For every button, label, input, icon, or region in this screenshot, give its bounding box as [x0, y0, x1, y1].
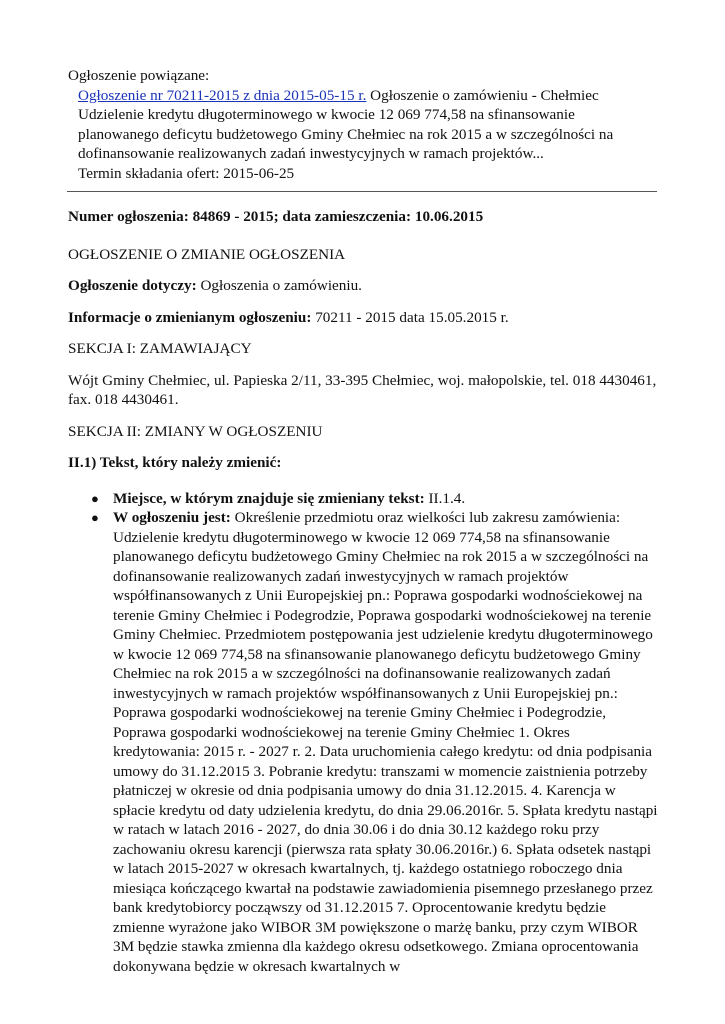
- related-description: Ogłoszenie o zamówieniu - Chełmiec Udzielenie kredytu długoterminowego w kwocie 12 069 774,58 na sfinansowanie planowanego deficytu budżetowego Gminy Chełmiec na rok 2015 a w szczególności na dofinansowanie realizowanych zadań inwestycyjnych w ramach projektów...: [78, 86, 614, 162]
- changed-notice-info-value: 70211 - 2015 data 15.05.2015 r.: [315, 308, 509, 326]
- section2-title: SEKCJA II: ZMIANY W OGŁOSZENIU: [68, 422, 323, 440]
- section2-subheading-text: II.1) Tekst, który należy zmienić:: [68, 454, 282, 471]
- contracting-authority: Wójt Gminy Chełmiec, ul. Papieska 2/11, 33-395 Chełmiec, woj. małopolskie, tel. 018 4430461, fax. 018 4430461.: [68, 371, 657, 408]
- notice-concerns-label: Ogłoszenie dotyczy:: [68, 277, 197, 294]
- bullet-icon: ●: [91, 490, 99, 506]
- document-page: [68, 66, 658, 976]
- item-label: Miejsce, w którym znajduje się zmieniany tekst:: [113, 489, 425, 507]
- list-item: [68, 508, 658, 976]
- divider: [67, 191, 657, 192]
- changed-notice-info-label: Informacje o zmienianym ogłoszeniu:: [68, 308, 312, 326]
- notice-concerns: [68, 276, 658, 296]
- changes-list: [68, 489, 658, 977]
- notice-type: OGŁOSZENIE O ZMIANIE OGŁOSZENIA: [68, 245, 346, 263]
- notice-number: Numer ogłoszenia: 84869 - 2015; data zamieszczenia: 10.06.2015: [68, 208, 484, 225]
- list-item: [68, 489, 658, 509]
- changed-notice-info: [68, 308, 658, 328]
- related-heading: Ogłoszenie powiązane:: [68, 67, 210, 84]
- related-notice: [68, 66, 658, 183]
- related-notice-link[interactable]: Ogłoszenie nr 70211-2015 z dnia 2015-05-15 r.: [78, 86, 367, 104]
- item-text: Określenie przedmiotu oraz wielkości lub zakresu zamówienia: Udzielenie kredytu długoterminowego w kwocie 12 069 774,58 na sfinansowanie planowanego deficytu budżetowego Gminy Chełmiec na rok 2015 a w szczególności na dofinansowanie realizowanych zadań inwestycyjnych w ramach projektów współfinansowanych z Unii Europejskiej pn.: Poprawa gospodarki wodnościekowej na terenie Gminy Chełmiec i Podegrodzie, Poprawa gospodarki wodnościekowej na terenie Gminy Chełmiec. Przedmiotem postępowania jest udzielenie kredytu długoterminowego w kwocie 12 069 774,58 na sfinansowanie planowanego deficytu budżetowego Gminy Chełmiec na rok 2015 a w szczególności na dofinansowanie realizowanych zadań inwestycyjnych w ramach projektów współfinansowanych z Unii Europejskiej pn.: Poprawa gospodarki wodnościekowej na terenie Gminy Chełmiec i Podegrodzie, Poprawa gospodarki wodnościekowej na terenie Gminy Chełmiec 1. Okres kredytowania: 2015 r. - 2027 r. 2. Data uruchomienia całego kredytu: od dnia podpisania umowy do 31.12.2015 3. Pobranie kredytu: transzami w momencie zaistnienia potrzeby płatniczej w okresie od dnia podpisania umowy do dnia 31.12.2015. 4. Karencja w spłacie kredytu od daty udzielenia kredytu, do dnia 29.06.2016r. 5. Spłata kredytu nastąpi w ratach w latach 2016 - 2027, do dnia 30.06 i do dnia 30.12 każdego roku przy zachowaniu okresu karencji (pierwsza rata spłaty 30.06.2016r.) 6. Spłata odsetek nastąpi w latach 2015-2027 w okresach kwartalnych, tj. każdego ostatniego roboczego dnia miesiąca kończącego kwartał na podstawie zawiadomienia pisemnego przesłanego przez bank kredytobiorcy począwszy od 31.12.2015 7. Oprocentowanie kredytu będzie zmienne wyrażone jako WIBOR 3M powiększone o marżę banku, przy czym WIBOR 3M będzie stawka zmienna dla każdego okresu odsetkowego. Zmiana oprocentowania dokonywana będzie w okresach kwartalnych w: [113, 509, 658, 975]
- bullet-icon: ●: [91, 510, 99, 525]
- section1-title: SEKCJA I: ZAMAWIAJĄCY: [68, 340, 252, 357]
- item-label: W ogłoszeniu jest:: [113, 509, 231, 526]
- section2-subheading: [68, 453, 658, 473]
- related-deadline: Termin składania ofert: 2015-06-25: [78, 164, 295, 182]
- related-body: [68, 86, 658, 184]
- item-text: II.1.4.: [428, 489, 466, 507]
- notice-concerns-value: Ogłoszenia o zamówieniu.: [200, 277, 362, 294]
